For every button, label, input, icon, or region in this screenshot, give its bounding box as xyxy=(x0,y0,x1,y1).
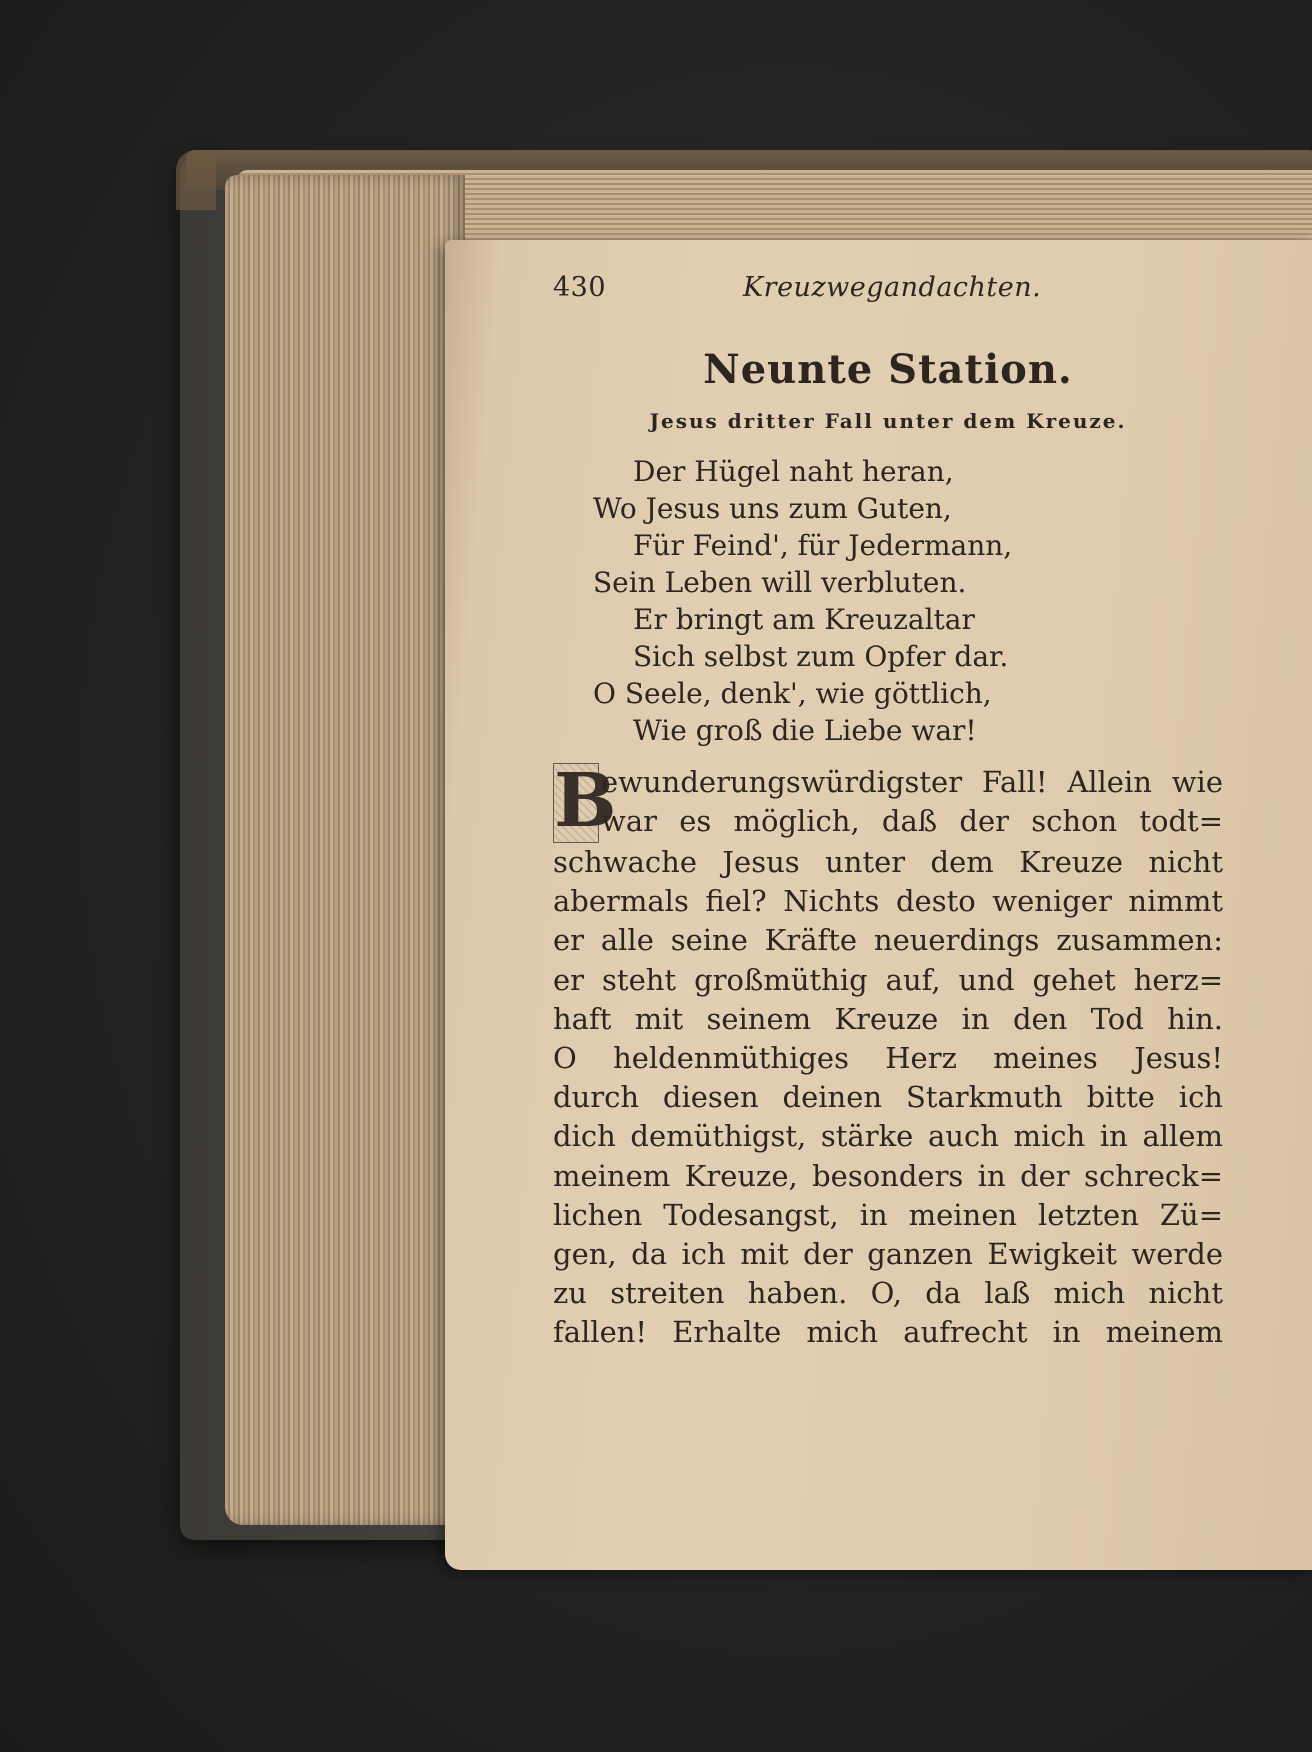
poem-line: Er bringt am Kreuzaltar xyxy=(633,603,975,636)
prose-line: haft mit seinem Kreuze in den Tod hin. xyxy=(553,1001,1223,1036)
prose-line: fallen! Erhalte mich aufrecht in meinem xyxy=(553,1315,1223,1350)
poem-line: Der Hügel naht heran, xyxy=(633,455,954,488)
page-number: 430 xyxy=(553,272,607,303)
prose-line: O heldenmüthiges Herz meines Jesus! xyxy=(553,1041,1223,1076)
poem-line: Sein Leben will verbluten. xyxy=(593,566,967,599)
prose-line: durch diesen deinen Starkmuth bitte ich xyxy=(553,1080,1223,1115)
prose-line: er steht großmüthig auf, und gehet herz= xyxy=(553,962,1223,997)
book-page xyxy=(445,240,1312,1570)
prose-opening xyxy=(553,763,1223,843)
prose-line: abermals fiel? Nichts desto weniger nimmt xyxy=(553,884,1223,919)
poem-line: Wie groß die Liebe war! xyxy=(633,714,977,747)
page-stack-fore-edge xyxy=(225,175,465,1525)
poem-line: Wo Jesus uns zum Guten, xyxy=(593,492,952,525)
running-title: Kreuzwegandachten. xyxy=(743,272,1042,303)
frayed-spine xyxy=(176,150,216,210)
prose-line: zu streiten haben. O, da laß mich nicht xyxy=(553,1276,1223,1311)
prose-line: dich demüthigst, stärke auch mich in allem xyxy=(553,1119,1223,1154)
prose-line: war es möglich, daß der schon todt= xyxy=(601,804,1223,839)
prose-line: gen, da ich mit der ganzen Ewigkeit werde xyxy=(553,1237,1223,1272)
poem xyxy=(553,453,1223,749)
page-text xyxy=(553,272,1223,1353)
poem-line: Für Feind', für Jedermann, xyxy=(633,529,1013,562)
prose-paragraph xyxy=(553,763,1223,1353)
station-title: Neunte Station. xyxy=(703,346,1073,393)
prose-line: ewunderungswürdigster Fall! Allein wie xyxy=(601,765,1223,799)
prose-line: schwache Jesus unter dem Kreuze nicht xyxy=(553,845,1223,879)
running-head xyxy=(553,272,1223,320)
prose-line: er alle seine Kräfte neuerdings zusammen: xyxy=(553,923,1223,958)
station-subtitle: Jesus dritter Fall unter dem Kreuze. xyxy=(649,409,1127,433)
prose-line: lichen Todesangst, in meinen letzten Zü= xyxy=(553,1197,1223,1232)
prose-line: meinem Kreuze, besonders in der schreck= xyxy=(553,1158,1223,1193)
poem-line: Sich selbst zum Opfer dar. xyxy=(633,640,1009,673)
poem-line: O Seele, denk', wie göttlich, xyxy=(593,677,992,710)
decorated-initial: B xyxy=(554,763,617,843)
